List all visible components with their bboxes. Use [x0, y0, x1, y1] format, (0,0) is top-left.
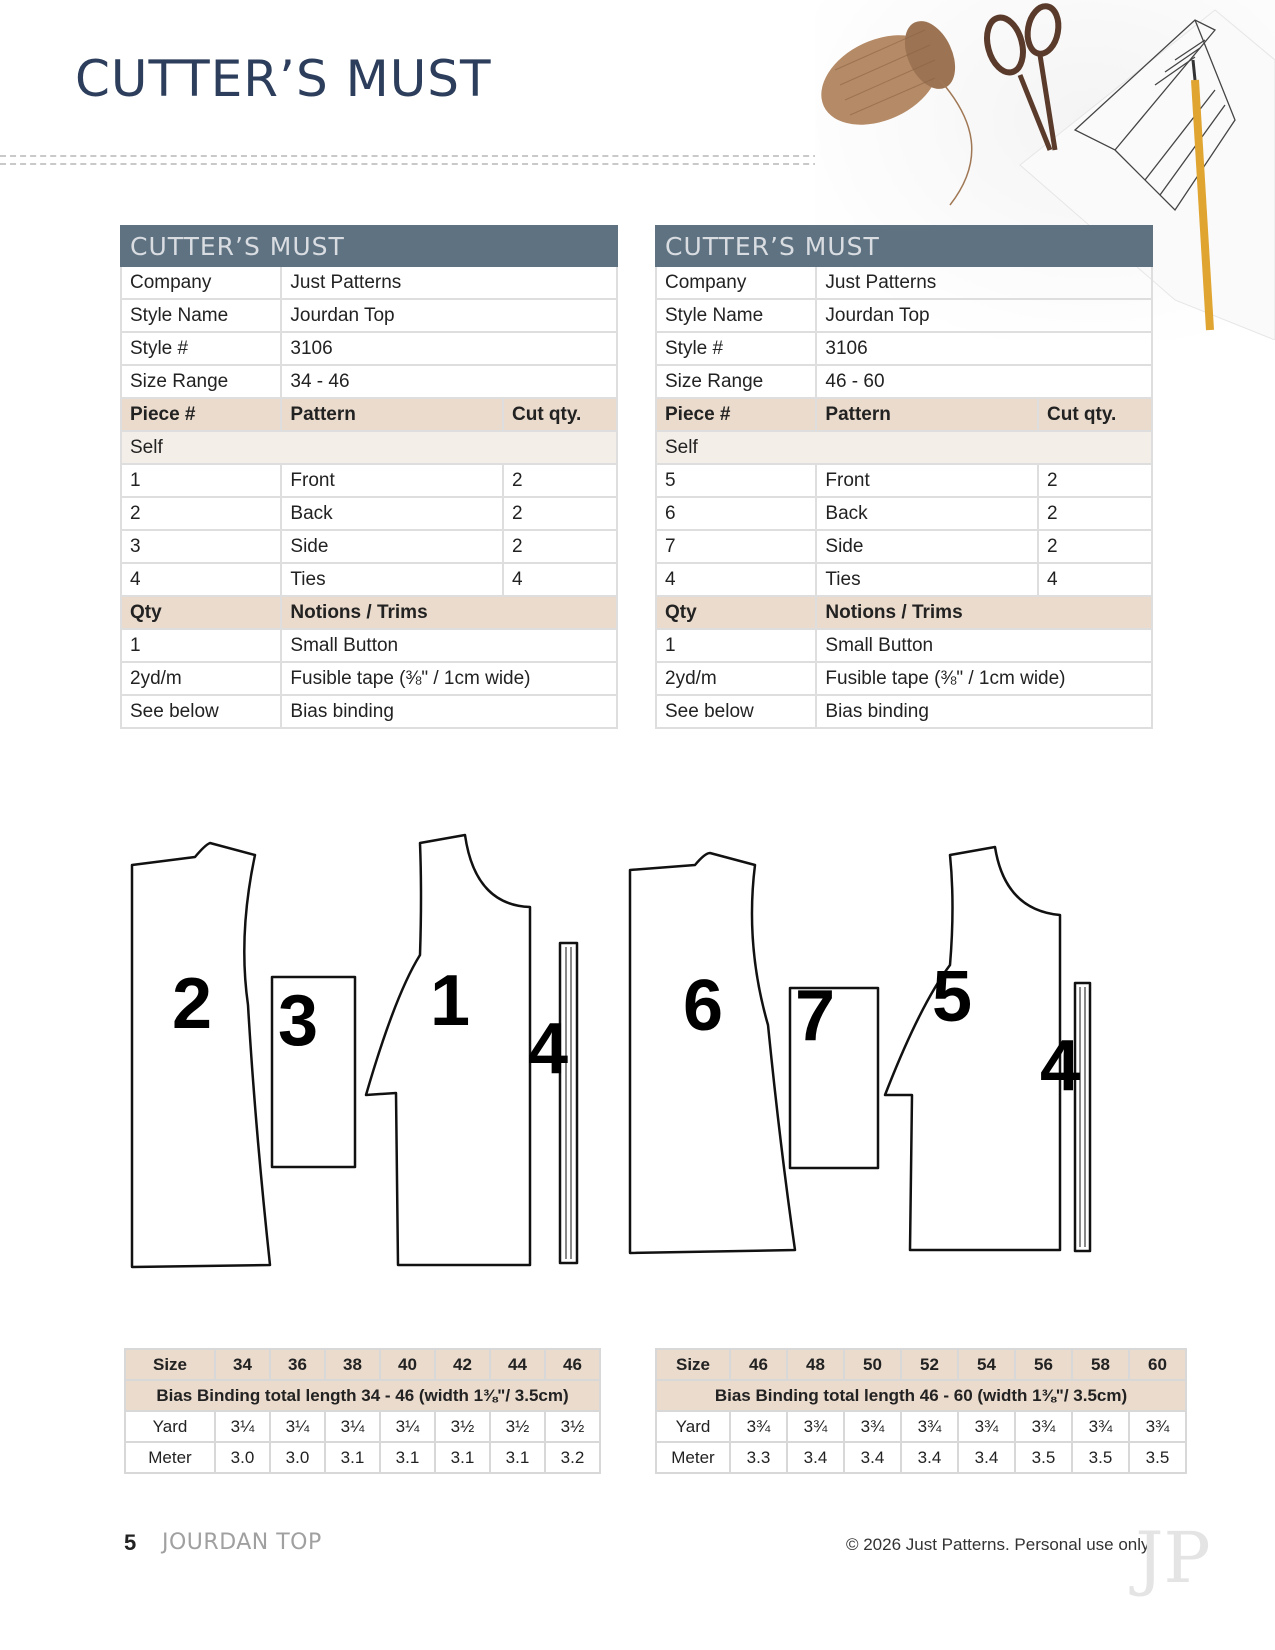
piece-label: 2 [171, 964, 213, 1044]
piece-label: 3 [277, 981, 319, 1061]
notion-item: Fusible tape (⅜" / 1cm wide) [816, 662, 1152, 695]
info-label: Company [656, 266, 816, 299]
table-row [121, 464, 617, 497]
col-header-notion-qty: Qty [121, 596, 281, 629]
cell-value: 3.1 [380, 1442, 435, 1473]
cell-value: 3¾ [787, 1411, 844, 1442]
cell-value: 3¼ [325, 1411, 380, 1442]
piece-pattern: Front [816, 464, 1038, 497]
table-row [656, 629, 1152, 662]
back-piece-outline [630, 853, 795, 1253]
piece-qty: 2 [1038, 464, 1152, 497]
logo-text: JP [1135, 1517, 1211, 1599]
cell-value: 3.4 [844, 1442, 901, 1473]
notion-item: Bias binding [281, 695, 617, 728]
notion-qty: 1 [121, 629, 281, 662]
info-value: 34 - 46 [281, 365, 617, 398]
info-label: Style Name [656, 299, 816, 332]
cell-value: 3.5 [1072, 1442, 1129, 1473]
table-row [656, 530, 1152, 563]
cell-value: 3.1 [325, 1442, 380, 1473]
page-title: CUTTER’S MUST [75, 50, 492, 108]
cell-value: 3½ [435, 1411, 490, 1442]
info-label: Style # [656, 332, 816, 365]
row-label: Meter [656, 1442, 730, 1473]
size-header: Size [656, 1349, 730, 1380]
size-value: 46 [730, 1349, 787, 1380]
col-header-pattern: Pattern [816, 398, 1038, 431]
size-value: 34 [215, 1349, 270, 1380]
table-row [121, 497, 617, 530]
col-header-notions: Notions / Trims [816, 596, 1152, 629]
group-label: Self [656, 431, 1152, 464]
info-value: 3106 [281, 332, 617, 365]
size-value: 40 [380, 1349, 435, 1380]
cell-value: 3.0 [270, 1442, 325, 1473]
table-row [656, 695, 1152, 728]
table-row [656, 497, 1152, 530]
cell-value: 3¾ [1129, 1411, 1186, 1442]
cell-value: 3¼ [380, 1411, 435, 1442]
col-header-notions: Notions / Trims [281, 596, 617, 629]
row-label: Yard [125, 1411, 215, 1442]
piece-pattern: Ties [281, 563, 503, 596]
piece-number: 6 [656, 497, 816, 530]
notion-qty: See below [121, 695, 281, 728]
pattern-pieces-diagram [120, 825, 1160, 1285]
piece-qty: 2 [1038, 530, 1152, 563]
size-value: 60 [1129, 1349, 1186, 1380]
piece-qty: 2 [503, 464, 617, 497]
bias-binding-size-table [655, 1348, 1187, 1474]
table-row [656, 662, 1152, 695]
notion-qty: 1 [656, 629, 816, 662]
size-value: 42 [435, 1349, 490, 1380]
front-piece-outline [885, 847, 1060, 1250]
size-value: 56 [1015, 1349, 1072, 1380]
size-value: 48 [787, 1349, 844, 1380]
cell-value: 3.5 [1129, 1442, 1186, 1473]
back-piece-outline [132, 843, 270, 1267]
notion-qty: See below [656, 695, 816, 728]
size-value: 36 [270, 1349, 325, 1380]
table-row [656, 464, 1152, 497]
piece-label: 4 [1039, 1026, 1081, 1106]
info-label: Size Range [121, 365, 281, 398]
cell-value: 3.4 [958, 1442, 1015, 1473]
size-value: 54 [958, 1349, 1015, 1380]
cell-value: 3¾ [1072, 1411, 1129, 1442]
table-row [121, 629, 617, 662]
col-header-pattern: Pattern [281, 398, 503, 431]
piece-pattern: Ties [816, 563, 1038, 596]
table-row [121, 695, 617, 728]
piece-number: 5 [656, 464, 816, 497]
cell-value: 3.3 [730, 1442, 787, 1473]
cell-value: 3.2 [545, 1442, 600, 1473]
piece-qty: 4 [503, 563, 617, 596]
table-row [121, 563, 617, 596]
size-value: 38 [325, 1349, 380, 1380]
table-title: CUTTER’S MUST [656, 226, 1152, 266]
info-value: 46 - 60 [816, 365, 1152, 398]
piece-label: 4 [527, 1009, 569, 1089]
size-value: 46 [545, 1349, 600, 1380]
size-value: 50 [844, 1349, 901, 1380]
table-row [656, 1411, 1186, 1442]
piece-pattern: Back [816, 497, 1038, 530]
notion-qty: 2yd/m [656, 662, 816, 695]
cell-value: 3¾ [958, 1411, 1015, 1442]
piece-label: 1 [429, 961, 471, 1041]
table-row [656, 1442, 1186, 1473]
notion-item: Small Button [816, 629, 1152, 662]
row-label: Meter [125, 1442, 215, 1473]
cell-value: 3.1 [435, 1442, 490, 1473]
size-value: 58 [1072, 1349, 1129, 1380]
piece-label: 6 [682, 966, 724, 1046]
piece-qty: 2 [503, 530, 617, 563]
piece-number: 4 [121, 563, 281, 596]
info-label: Company [121, 266, 281, 299]
piece-pattern: Side [281, 530, 503, 563]
table-row [125, 1411, 600, 1442]
piece-pattern: Side [816, 530, 1038, 563]
info-value: Just Patterns [816, 266, 1152, 299]
cell-value: 3.0 [215, 1442, 270, 1473]
info-value: Jourdan Top [281, 299, 617, 332]
piece-qty: 4 [1038, 563, 1152, 596]
piece-label: 5 [931, 957, 973, 1037]
cell-value: 3.1 [490, 1442, 545, 1473]
front-piece-outline [366, 835, 530, 1265]
piece-number: 2 [121, 497, 281, 530]
table-title: CUTTER’S MUST [121, 226, 617, 266]
cutters-must-table [655, 225, 1153, 729]
row-label: Yard [656, 1411, 730, 1442]
size-value: 52 [901, 1349, 958, 1380]
size-header: Size [125, 1349, 215, 1380]
page-number: 5 [124, 1530, 137, 1555]
info-value: 3106 [816, 332, 1152, 365]
bias-binding-caption: Bias Binding total length 34 - 46 (width 1⅜"/ 3.5cm) [125, 1380, 600, 1411]
cell-value: 3½ [545, 1411, 600, 1442]
piece-pattern: Back [281, 497, 503, 530]
table-row [121, 530, 617, 563]
col-header-notion-qty: Qty [656, 596, 816, 629]
cell-value: 3.5 [1015, 1442, 1072, 1473]
info-label: Size Range [656, 365, 816, 398]
piece-number: 1 [121, 464, 281, 497]
cutters-must-table [120, 225, 618, 729]
cell-value: 3½ [490, 1411, 545, 1442]
col-header-qty: Cut qty. [1038, 398, 1152, 431]
cell-value: 3¾ [730, 1411, 787, 1442]
info-value: Jourdan Top [816, 299, 1152, 332]
col-header-piece: Piece # [121, 398, 281, 431]
brand-logo [1128, 1510, 1218, 1600]
info-label: Style # [121, 332, 281, 365]
table-row [125, 1442, 600, 1473]
notion-item: Bias binding [816, 695, 1152, 728]
group-label: Self [121, 431, 617, 464]
notion-qty: 2yd/m [121, 662, 281, 695]
col-header-qty: Cut qty. [503, 398, 617, 431]
cell-value: 3¾ [1015, 1411, 1072, 1442]
size-value: 44 [490, 1349, 545, 1380]
piece-number: 7 [656, 530, 816, 563]
ties-piece-outline [560, 943, 577, 1263]
table-row [656, 563, 1152, 596]
cell-value: 3.4 [901, 1442, 958, 1473]
piece-number: 3 [121, 530, 281, 563]
footer-title: JOURDAN TOP [162, 1530, 322, 1555]
piece-qty: 2 [503, 497, 617, 530]
col-header-piece: Piece # [656, 398, 816, 431]
cell-value: 3¾ [901, 1411, 958, 1442]
cell-value: 3.4 [787, 1442, 844, 1473]
bias-binding-caption: Bias Binding total length 46 - 60 (width 1⅜"/ 3.5cm) [656, 1380, 1186, 1411]
piece-pattern: Front [281, 464, 503, 497]
info-label: Style Name [121, 299, 281, 332]
table-row [121, 662, 617, 695]
ties-piece-outline [1075, 983, 1090, 1251]
copyright-text: © 2026 Just Patterns. Personal use only. [845, 1535, 1153, 1554]
bias-binding-size-table [124, 1348, 601, 1474]
info-value: Just Patterns [281, 266, 617, 299]
notion-item: Fusible tape (⅜" / 1cm wide) [281, 662, 617, 695]
cell-value: 3¼ [215, 1411, 270, 1442]
piece-number: 4 [656, 563, 816, 596]
piece-qty: 2 [1038, 497, 1152, 530]
cell-value: 3¾ [844, 1411, 901, 1442]
piece-label: 7 [794, 976, 836, 1056]
cell-value: 3¼ [270, 1411, 325, 1442]
notion-item: Small Button [281, 629, 617, 662]
